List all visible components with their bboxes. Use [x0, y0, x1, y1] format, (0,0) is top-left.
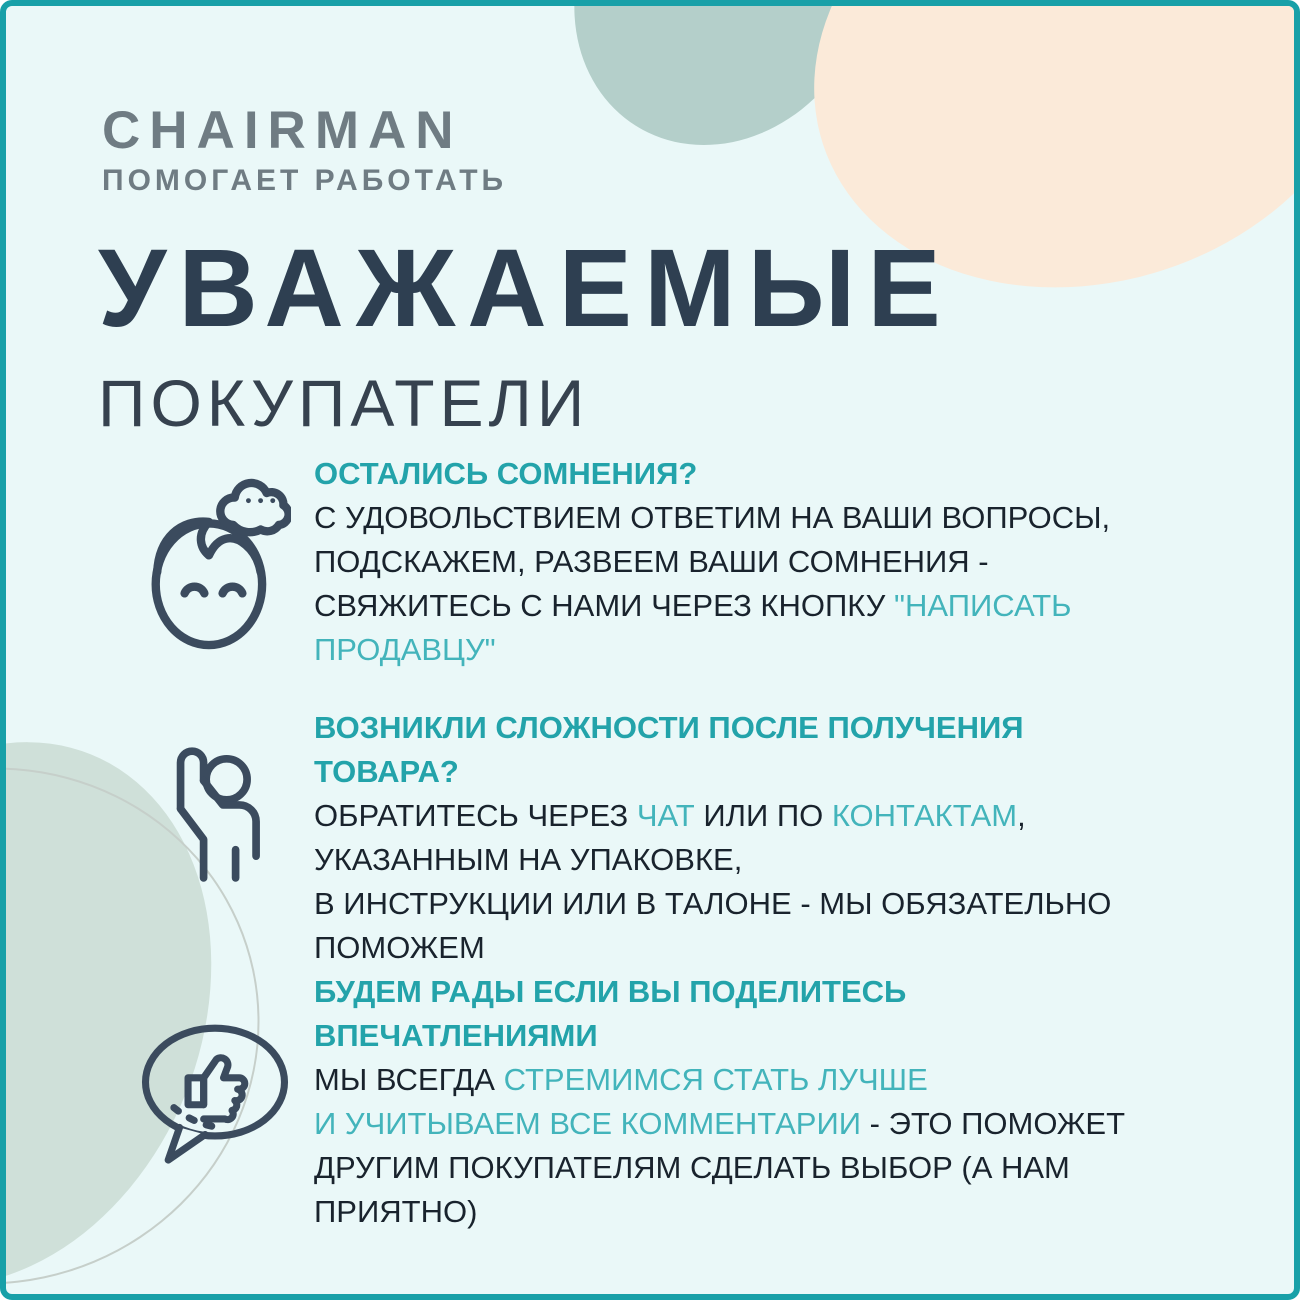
section-body-line: [314, 584, 1214, 628]
section-body-line: [314, 496, 1214, 540]
section-problems: [314, 706, 1214, 970]
body-text: УКАЗАННЫМ НА УПАКОВКЕ,: [314, 842, 743, 877]
raised-hand-person-icon: [146, 741, 274, 897]
section-body-line: [314, 540, 1214, 584]
highlighted-text: ПРОДАВЦУ": [314, 632, 496, 667]
page-title: [98, 227, 953, 440]
section-body-line: [314, 882, 1214, 926]
section-feedback: [314, 970, 1214, 1234]
highlighted-text: ЧАТ: [636, 798, 695, 833]
section-body-line: [314, 1190, 1214, 1234]
brand-logo: [102, 101, 508, 197]
body-text: МЫ ВСЕГДА: [314, 1062, 504, 1097]
highlighted-text: КОНТАКТАМ: [831, 798, 1018, 833]
body-text: СВЯЖИТЕСЬ С НАМИ ЧЕРЕЗ КНОПКУ: [314, 588, 894, 623]
section-heading: БУДЕМ РАДЫ ЕСЛИ ВЫ ПОДЕЛИТЕСЬ: [314, 974, 907, 1009]
section-body-line: [314, 1058, 1214, 1102]
section-body-line: [314, 794, 1214, 838]
section-heading: ОСТАЛИСЬ СОМНЕНИЯ?: [314, 456, 698, 491]
body-text: В ИНСТРУКЦИИ ИЛИ В ТАЛОНЕ - МЫ ОБЯЗАТЕЛЬНО: [314, 886, 1112, 921]
thumbs-up-speech-bubble-icon: [137, 1016, 293, 1168]
body-text: ИЛИ ПО: [694, 798, 832, 833]
body-text: С УДОВОЛЬСТВИЕМ ОТВЕТИМ НА ВАШИ ВОПРОСЫ,: [314, 500, 1111, 535]
highlighted-text: И УЧИТЫВАЕМ ВСЕ КОММЕНТАРИИ: [314, 1106, 862, 1141]
body-text: ДРУГИМ ПОКУПАТЕЛЯМ СДЕЛАТЬ ВЫБОР (А НАМ: [314, 1150, 1070, 1185]
thinking-person-icon: [139, 478, 291, 654]
brand-logo-text: CHAIRMAN: [102, 101, 463, 160]
section-body-line: [314, 926, 1214, 970]
section-body-line: [314, 1146, 1214, 1190]
page-title-line2: ПОКУПАТЕЛИ: [98, 366, 590, 440]
section-heading: ВПЕЧАТЛЕНИЯМИ: [314, 1018, 598, 1053]
body-text: ПРИЯТНО): [314, 1194, 478, 1229]
body-text: - ЭТО ПОМОЖЕТ: [861, 1106, 1126, 1141]
page-title-line1: УВАЖАЕМЫЕ: [98, 227, 953, 350]
section-body-line: [314, 628, 1214, 672]
highlighted-text: СТРЕМИМСЯ СТАТЬ ЛУЧШЕ: [503, 1062, 928, 1097]
section-heading: ТОВАРА?: [314, 754, 459, 789]
body-text: ,: [1017, 798, 1026, 833]
body-text: ПОДСКАЖЕМ, РАЗВЕЕМ ВАШИ СОМНЕНИЯ -: [314, 544, 989, 579]
brand-tagline: ПОМОГАЕТ РАБОТАТЬ: [102, 164, 508, 197]
section-body-line: [314, 838, 1214, 882]
section-heading: ВОЗНИКЛИ СЛОЖНОСТИ ПОСЛЕ ПОЛУЧЕНИЯ: [314, 710, 1024, 745]
section-body-line: [314, 1102, 1214, 1146]
section-doubts: [314, 452, 1214, 672]
highlighted-text: "НАПИСАТЬ: [893, 588, 1072, 623]
body-text: ПОМОЖЕМ: [314, 930, 485, 965]
body-text: ОБРАТИТЕСЬ ЧЕРЕЗ: [314, 798, 637, 833]
